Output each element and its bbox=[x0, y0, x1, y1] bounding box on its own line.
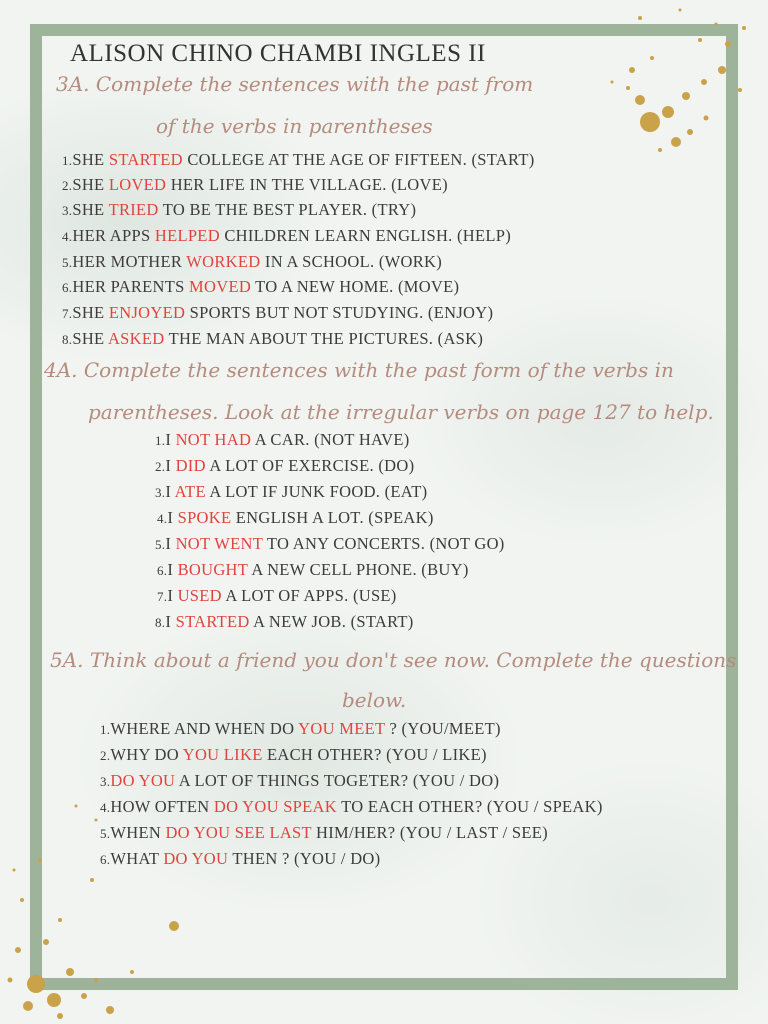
exercise-heading: of the verbs in parentheses bbox=[156, 114, 433, 138]
item-text: HOW OFTEN bbox=[110, 797, 214, 816]
answer-text: DO YOU bbox=[163, 849, 229, 868]
exercise-item bbox=[100, 745, 487, 765]
exercise-heading: 3A. Complete the sentences with the past from bbox=[56, 72, 534, 96]
item-text: SHE bbox=[72, 150, 109, 169]
item-number: 2. bbox=[155, 459, 166, 474]
answer-text: ATE bbox=[174, 482, 206, 501]
item-number: 1. bbox=[62, 153, 73, 168]
exercise-item bbox=[62, 277, 459, 297]
page-title: ALISON CHINO CHAMBI INGLES II bbox=[70, 40, 486, 67]
item-text: WHAT bbox=[110, 849, 164, 868]
answer-text: TRIED bbox=[108, 200, 159, 219]
answer-text: SPOKE bbox=[177, 508, 232, 527]
exercise-item bbox=[62, 175, 448, 195]
exercise-item bbox=[62, 150, 535, 170]
item-number: 4. bbox=[62, 229, 73, 244]
item-number: 2. bbox=[62, 178, 73, 193]
item-number: 3. bbox=[155, 485, 166, 500]
item-text: WHY DO bbox=[110, 745, 183, 764]
item-number: 1. bbox=[100, 722, 111, 737]
item-text: I bbox=[167, 560, 178, 579]
item-number: 5. bbox=[100, 826, 111, 841]
item-number: 6. bbox=[100, 852, 111, 867]
item-text: TO EACH OTHER? (YOU / SPEAK) bbox=[336, 797, 603, 816]
item-text: TO ANY CONCERTS. (NOT GO) bbox=[262, 534, 505, 553]
answer-text: DO YOU bbox=[110, 771, 176, 790]
item-text: CHILDREN LEARN ENGLISH. (HELP) bbox=[219, 226, 512, 245]
item-text: I bbox=[165, 456, 176, 475]
exercise-item bbox=[155, 612, 414, 632]
answer-text: DO YOU SEE LAST bbox=[165, 823, 312, 842]
exercise-item bbox=[100, 797, 603, 817]
answer-text: ENJOYED bbox=[108, 303, 186, 322]
item-text: EACH OTHER? (YOU / LIKE) bbox=[262, 745, 487, 764]
item-text: ? (YOU/MEET) bbox=[385, 719, 501, 738]
exercise-item bbox=[100, 719, 501, 739]
item-text: A LOT OF THINGS TOGETER? (YOU / DO) bbox=[175, 771, 500, 790]
item-text: I bbox=[165, 534, 176, 553]
exercise-item bbox=[62, 252, 442, 272]
item-text: A LOT IF JUNK FOOD. (EAT) bbox=[205, 482, 428, 501]
exercise-item bbox=[155, 534, 505, 554]
item-text: I bbox=[165, 482, 175, 501]
item-text: TO BE THE BEST PLAYER. (TRY) bbox=[158, 200, 417, 219]
item-number: 6. bbox=[157, 563, 168, 578]
item-text: WHERE AND WHEN DO bbox=[110, 719, 299, 738]
item-text: SHE bbox=[72, 329, 108, 348]
exercise-item bbox=[157, 560, 469, 580]
item-text: I bbox=[167, 508, 178, 527]
item-text: A NEW JOB. (START) bbox=[249, 612, 414, 631]
exercise-item bbox=[100, 771, 499, 791]
exercise-item bbox=[157, 586, 397, 606]
answer-text: STARTED bbox=[175, 612, 250, 631]
item-number: 4. bbox=[157, 511, 168, 526]
item-text: SHE bbox=[72, 175, 109, 194]
item-text: A LOT OF EXERCISE. (DO) bbox=[205, 456, 415, 475]
exercise-item bbox=[62, 200, 416, 220]
exercise-heading: below. bbox=[342, 688, 407, 712]
item-text: WHEN bbox=[110, 823, 166, 842]
answer-text: BOUGHT bbox=[177, 560, 248, 579]
item-number: 7. bbox=[62, 306, 73, 321]
answer-text: NOT HAD bbox=[175, 430, 252, 449]
item-text: HIM/HER? (YOU / LAST / SEE) bbox=[311, 823, 548, 842]
item-number: 4. bbox=[100, 800, 111, 815]
answer-text: STARTED bbox=[108, 150, 183, 169]
item-text: IN A SCHOOL. (WORK) bbox=[260, 252, 443, 271]
item-text: COLLEGE AT THE AGE OF FIFTEEN. (START) bbox=[182, 150, 535, 169]
item-number: 5. bbox=[155, 537, 166, 552]
exercise-item bbox=[62, 303, 493, 323]
item-text: TO A NEW HOME. (MOVE) bbox=[251, 277, 460, 296]
item-text: THE MAN ABOUT THE PICTURES. (ASK) bbox=[164, 329, 484, 348]
exercise-item bbox=[157, 508, 434, 528]
answer-text: DID bbox=[175, 456, 206, 475]
item-number: 8. bbox=[62, 332, 73, 347]
item-number: 3. bbox=[100, 774, 111, 789]
answer-text: HELPED bbox=[154, 226, 220, 245]
answer-text: USED bbox=[177, 586, 222, 605]
exercise-item bbox=[155, 456, 414, 476]
answer-text: DO YOU SPEAK bbox=[213, 797, 337, 816]
exercise-item bbox=[62, 329, 483, 349]
answer-text: YOU MEET bbox=[298, 719, 386, 738]
item-text: I bbox=[165, 612, 176, 631]
item-text: HER LIFE IN THE VILLAGE. (LOVE) bbox=[166, 175, 448, 194]
item-text: A LOT OF APPS. (USE) bbox=[221, 586, 397, 605]
item-text: HER APPS bbox=[72, 226, 155, 245]
exercise-heading: 5A. Think about a friend you don't see now. Complete the questions bbox=[50, 648, 737, 672]
exercise-item bbox=[62, 226, 511, 246]
item-text: A NEW CELL PHONE. (BUY) bbox=[247, 560, 469, 579]
item-number: 1. bbox=[155, 433, 166, 448]
item-number: 7. bbox=[157, 589, 168, 604]
exercise-item bbox=[100, 823, 548, 843]
item-text: SHE bbox=[72, 303, 109, 322]
exercise-heading: parentheses. Look at the irregular verbs on page 127 to help. bbox=[88, 400, 714, 424]
answer-text: WORKED bbox=[186, 252, 261, 271]
exercise-item bbox=[155, 430, 410, 450]
item-number: 3. bbox=[62, 203, 73, 218]
item-text: I bbox=[167, 586, 178, 605]
item-text: ENGLISH A LOT. (SPEAK) bbox=[231, 508, 434, 527]
item-text: SPORTS BUT NOT STUDYING. (ENJOY) bbox=[185, 303, 494, 322]
item-number: 8. bbox=[155, 615, 166, 630]
item-text: HER PARENTS bbox=[72, 277, 190, 296]
item-text: A CAR. (NOT HAVE) bbox=[251, 430, 410, 449]
exercise-item bbox=[155, 482, 427, 502]
item-text: I bbox=[165, 430, 176, 449]
item-number: 2. bbox=[100, 748, 111, 763]
item-text: THEN ? (YOU / DO) bbox=[228, 849, 381, 868]
answer-text: NOT WENT bbox=[175, 534, 263, 553]
item-number: 5. bbox=[62, 255, 73, 270]
item-text: HER MOTHER bbox=[72, 252, 187, 271]
item-number: 6. bbox=[62, 280, 73, 295]
item-text: SHE bbox=[72, 200, 109, 219]
answer-text: YOU LIKE bbox=[182, 745, 263, 764]
answer-text: LOVED bbox=[108, 175, 167, 194]
exercise-item bbox=[100, 849, 380, 869]
exercise-heading: 4A. Complete the sentences with the past form of the verbs in bbox=[44, 358, 674, 382]
answer-text: ASKED bbox=[107, 329, 165, 348]
answer-text: MOVED bbox=[189, 277, 252, 296]
